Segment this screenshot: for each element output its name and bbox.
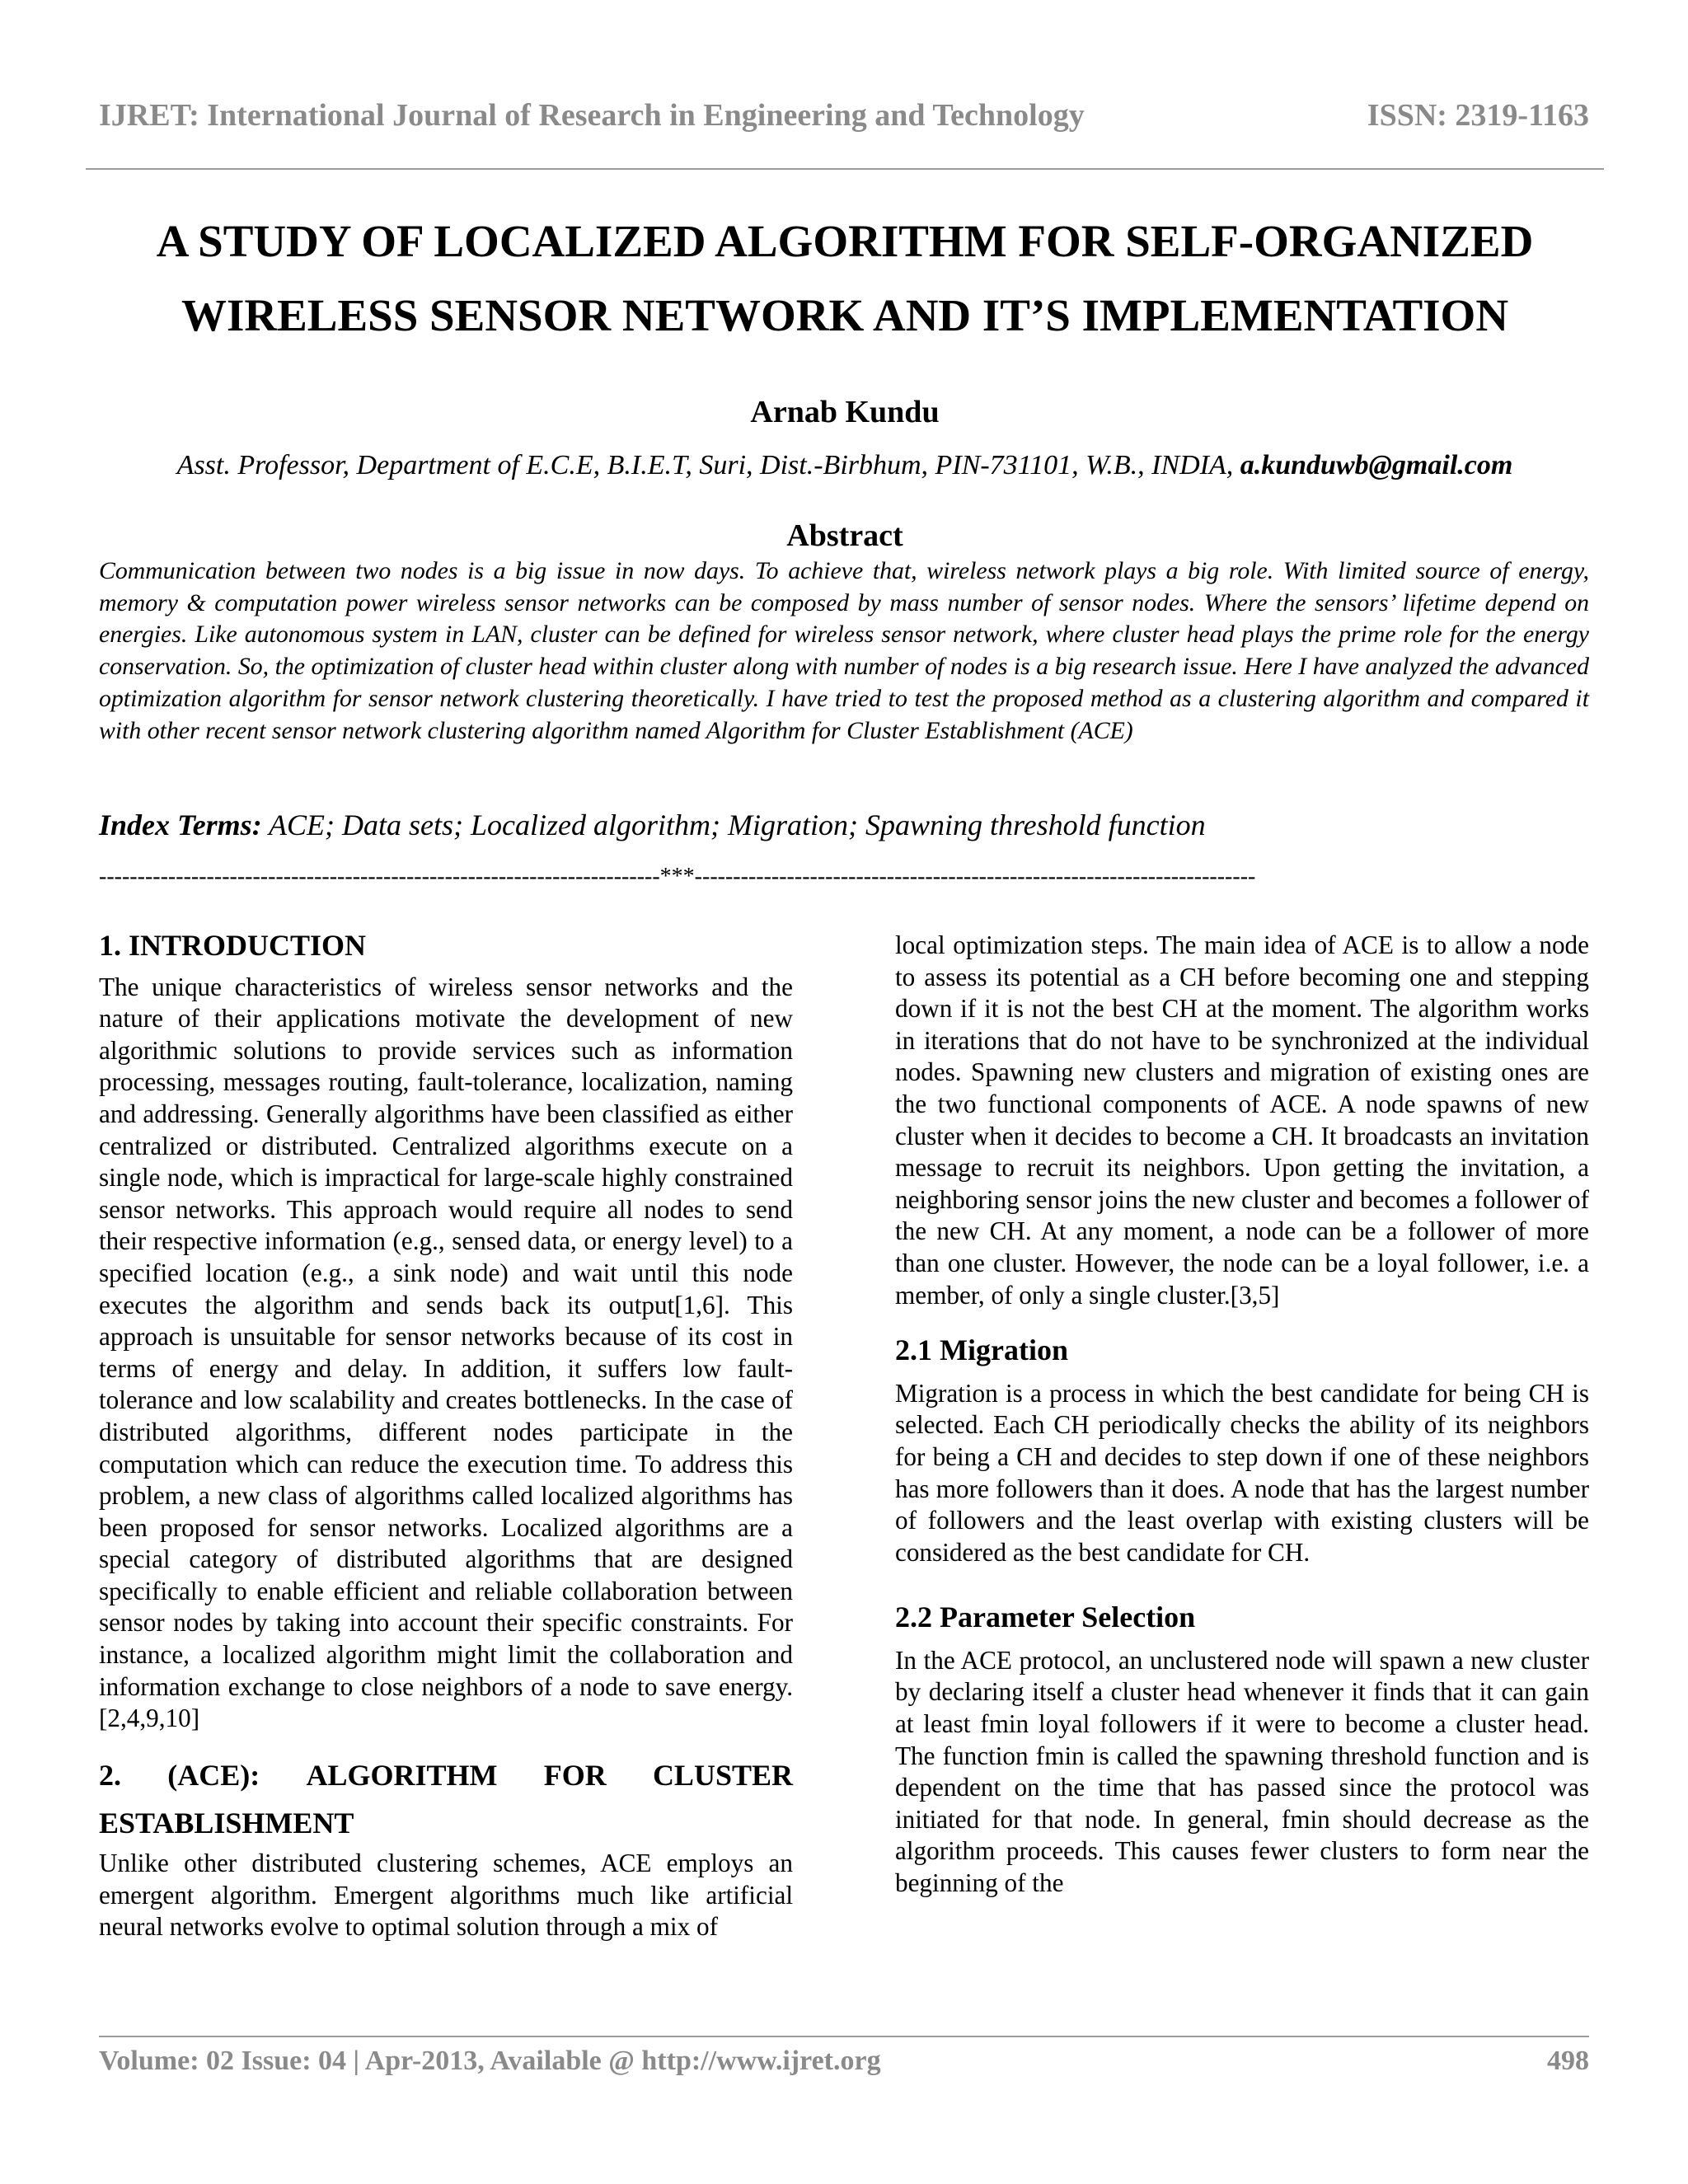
- header-rule: [86, 168, 1604, 170]
- index-terms-label: Index Terms:: [99, 808, 262, 841]
- title-line-2: WIRELESS SENSOR NETWORK AND IT’S IMPLEMENTATION: [181, 290, 1509, 340]
- ace-heading-word: (ACE):: [167, 1758, 260, 1792]
- left-column: [99, 930, 793, 1943]
- ace-text-right: local optimization steps. The main idea of ACE is to allow a node to assess its potential as a CH before becoming one and stepping down if it is not the best CH at the moment. The algorithm works in iterations that do not have to be synchronized at the individual nodes. Spawning new clusters and migration of existing ones are the two functional components of ACE. A node spawns of new cluster when it decides to become a CH. It broadcasts an invitation message to recruit its neighbors. Upon getting the invitation, a neighboring sensor joins the new cluster and becomes a follower of the new CH. At any moment, a node can be a follower of more than one cluster. However, the node can be a loyal follower, i.e. a member, of only a single cluster.[3,5]: [895, 930, 1589, 1310]
- ace-heading-word: FOR: [543, 1758, 607, 1792]
- ace-heading-word: CLUSTER: [652, 1758, 793, 1792]
- index-terms-text: ACE; Data sets; Localized algorithm; Migration; Spawning threshold function: [261, 808, 1206, 841]
- abstract-text: Communication between two nodes is a big issue in now days. To achieve that, wireless network plays a big role. With limited source of energy, memory & computation power wireless sensor networks can be composed by mass number of sensor nodes. Where the sensors’ lifetime depend on energies. Like autonomous system in LAN, cluster can be defined for wireless sensor network, where cluster head plays the prime role for the energy conservation. So, the optimization of cluster head within cluster along with number of nodes is a big research issue. Here I have analyzed the advanced optimization algorithm for sensor network clustering theoretically. I have tried to test the proposed method as a clustering algorithm and compared it with other recent sensor network clustering algorithm named Algorithm for Cluster Establishment (ACE): [99, 557, 1589, 744]
- ace-heading-word: ALGORITHM: [306, 1758, 498, 1792]
- section-heading-ace-line2: ESTABLISHMENT: [99, 1807, 354, 1840]
- author-email[interactable]: a.kunduwb@gmail.com: [1240, 450, 1513, 480]
- author-affiliation: [86, 450, 1604, 481]
- page-number: 498: [1547, 2046, 1589, 2076]
- section-heading-introduction: 1. INTRODUCTION: [99, 929, 367, 962]
- section-heading-ace: [99, 1760, 793, 1792]
- footer-rule: [99, 2036, 1589, 2037]
- paper-title: [86, 204, 1604, 353]
- parameter-selection-text: In the ACE protocol, an unclustered node will spawn a new cluster by declaring itself a cluster head whenever it finds that it can gain at least fmin loyal followers if it were to become a cluster head. The function fmin is called the spawning threshold function and is dependent on the time that has passed since the protocol was initiated for that node. In general, fmin should decrease as the algorithm proceeds. This causes fewer clusters to form near the beginning of the: [895, 1645, 1589, 1898]
- migration-text: Migration is a process in which the best candidate for being CH is selected. Each CH periodically checks the ability of its neighbors for being a CH and decides to step down if one of these neighbors has more followers than it does. A node that has the largest number of followers and the least overlap with existing clusters will be considered as the best candidate for CH.: [895, 1378, 1589, 1567]
- index-terms: [99, 808, 1589, 842]
- title-line-1: A STUDY OF LOCALIZED ALGORITHM FOR SELF-ORGANIZED: [156, 216, 1534, 266]
- abstract-heading: Abstract: [786, 518, 903, 553]
- ace-heading-word: 2.: [99, 1758, 121, 1792]
- section-heading-parameter-selection: 2.2 Parameter Selection: [895, 1601, 1196, 1634]
- volume-info: Volume: 02 Issue: 04 | Apr-2013, Available @ http://www.ijret.org: [99, 2046, 881, 2076]
- affiliation-text: Asst. Professor, Department of E.C.E, B.I.E.T, Suri, Dist.-Birbhum, PIN-731101, W.B., INDIA,: [176, 450, 1234, 480]
- journal-name: IJRET: International Journal of Research in Engineering and Technology: [99, 98, 1085, 133]
- author-name: Arnab Kundu: [750, 395, 940, 429]
- separator-line: -------------------------------------------------------------------------***-------------------------------------------------------------------------: [99, 864, 1256, 889]
- right-column: [895, 930, 1589, 1900]
- section-heading-migration: 2.1 Migration: [895, 1333, 1068, 1367]
- ace-text-left: Unlike other distributed clustering schemes, ACE employs an emergent algorithm. Emergent algorithms much like artificial neural networks evolve to optimal solution through a mix of: [99, 1849, 793, 1942]
- introduction-text: The unique characteristics of wireless sensor networks and the nature of their applications motivate the development of new algorithmic solutions to provide services such as information processing, messages routing, fault-tolerance, localization, naming and addressing. Generally algorithms have been classified as either centralized or distributed. Centralized algorithms execute on a single node, which is impractical for large-scale highly constrained sensor networks. This approach would require all nodes to send their respective information (e.g., sensed data, or energy level) to a specified location (e.g., a sink node) and wait until this node executes the algorithm and sends back its output[1,6]. This approach is unsuitable for sensor networks because of its cost in terms of energy and delay. In addition, it suffers low fault-tolerance and low scalability and creates bottlenecks. In the case of distributed algorithms, different nodes participate in the computation which can reduce the execution time. To address this problem, a new class of algorithms called localized algorithms has been proposed for sensor networks. Localized algorithms are a special category of distributed algorithms that are designed specifically to enable efficient and reliable collaboration between sensor nodes by taking into account their specific constraints. For instance, a localized algorithm might limit the collaboration and information exchange to close neighbors of a node to save energy.[2,4,9,10]: [99, 972, 793, 1733]
- issn: ISSN: 2319-1163: [1367, 98, 1589, 133]
